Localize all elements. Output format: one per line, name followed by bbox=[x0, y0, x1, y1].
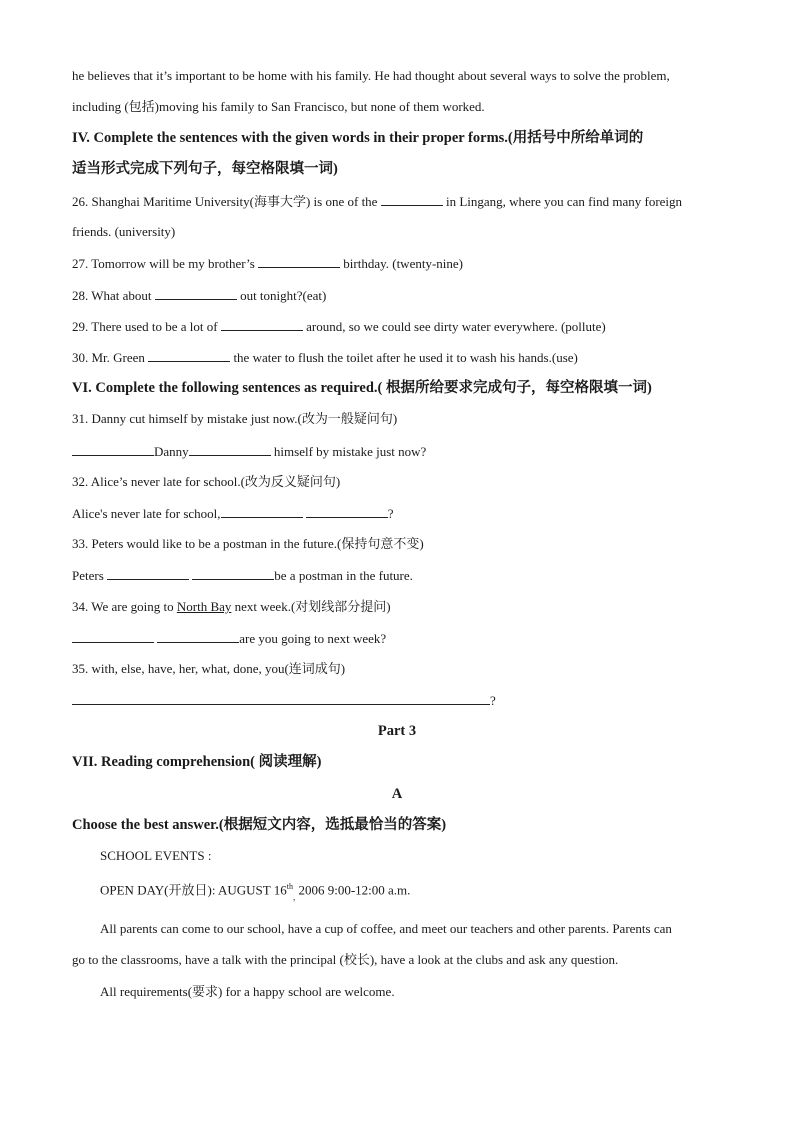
answer-34-end: are you going to next week? bbox=[239, 631, 387, 646]
answer-blank[interactable] bbox=[306, 505, 388, 518]
question-28 bbox=[72, 287, 326, 304]
question-34-underlined: North Bay bbox=[176, 599, 232, 614]
answer-blank[interactable] bbox=[72, 630, 154, 643]
question-26-text: 26. Shanghai Maritime University(海事大学) is one of the bbox=[72, 194, 378, 209]
answer-33-start: Peters bbox=[72, 568, 104, 583]
question-30-text: 30. Mr. Green bbox=[72, 350, 145, 365]
question-28-text-cont: out tonight?(eat) bbox=[240, 288, 327, 303]
question-26-hint: friends. (university) bbox=[72, 224, 176, 239]
question-34-text: 34. We are going to bbox=[72, 599, 174, 614]
answer-blank[interactable] bbox=[381, 193, 443, 206]
paragraph-1-line-1: All parents can come to our school, have a cup of coffee, and meet our teachers and other parents. Parents can bbox=[100, 921, 672, 936]
passage-letter: A bbox=[391, 786, 403, 802]
open-day-text: OPEN DAY(开放日): AUGUST 16 bbox=[100, 882, 287, 898]
question-29-text: 29. There used to be a lot of bbox=[72, 319, 218, 334]
open-day-comma: , bbox=[292, 892, 296, 903]
question-29-text-cont: around, so we could see dirty water everywhere. (pollute) bbox=[306, 319, 606, 334]
answer-blank[interactable] bbox=[221, 505, 303, 518]
answer-blank[interactable] bbox=[258, 255, 340, 268]
answer-33 bbox=[72, 567, 413, 584]
answer-32-start: Alice's never late for school, bbox=[72, 506, 221, 521]
part-3-title: Part 3 bbox=[377, 723, 417, 739]
question-29 bbox=[72, 318, 606, 335]
answer-blank[interactable] bbox=[107, 567, 189, 580]
question-34 bbox=[72, 599, 391, 615]
question-26 bbox=[72, 193, 682, 210]
open-day-line bbox=[100, 879, 411, 903]
open-day-time: 2006 9:00-12:00 a.m. bbox=[298, 882, 411, 898]
question-27-text-cont: birthday. (twenty-nine) bbox=[343, 256, 463, 271]
open-day-sup: th bbox=[286, 882, 293, 891]
section-4-heading: IV. Complete the sentences with the given words in their proper forms.(用括号中所给单词的 bbox=[72, 130, 644, 146]
answer-33-end: be a postman in the future. bbox=[274, 568, 413, 583]
answer-blank[interactable] bbox=[157, 630, 239, 643]
answer-blank[interactable] bbox=[72, 443, 154, 456]
answer-blank[interactable] bbox=[155, 287, 237, 300]
answer-blank[interactable] bbox=[192, 567, 274, 580]
instruction: Choose the best answer.(根据短文内容，选抵最恰当的答案) bbox=[72, 817, 447, 833]
answer-blank[interactable] bbox=[148, 349, 230, 362]
answer-32-end: ? bbox=[387, 506, 394, 521]
question-32: 32. Alice’s never late for school.(改为反义疑问句) bbox=[72, 474, 341, 489]
answer-blank[interactable] bbox=[221, 318, 303, 331]
question-30-text-cont: the water to flush the toilet after he used it to wash his hands.(use) bbox=[233, 350, 578, 365]
question-27-text: 27. Tomorrow will be my brother’s bbox=[72, 256, 255, 271]
paragraph-2: All requirements(要求) for a happy school are welcome. bbox=[100, 984, 395, 999]
section-4-heading-cont: 适当形式完成下列句子，每空格限填一词) bbox=[72, 161, 338, 177]
intro-line-2: including (包括)moving his family to San Francisco, but none of them worked. bbox=[72, 99, 485, 114]
question-34-text-cont: next week.(对划线部分提问) bbox=[234, 599, 391, 614]
question-35: 35. with, else, have, her, what, done, you(连词成句) bbox=[72, 661, 346, 676]
question-27 bbox=[72, 255, 463, 272]
section-7-heading: VII. Reading comprehension( 阅读理解) bbox=[72, 754, 322, 770]
answer-31 bbox=[72, 443, 426, 460]
answer-35-end: ? bbox=[490, 693, 496, 708]
events-title: SCHOOL EVENTS : bbox=[100, 848, 212, 863]
answer-32 bbox=[72, 505, 394, 522]
question-28-text: 28. What about bbox=[72, 288, 152, 303]
answer-31-word: Danny bbox=[154, 444, 189, 459]
question-30 bbox=[72, 349, 578, 366]
answer-34 bbox=[72, 630, 386, 647]
answer-31-end: himself by mistake just now? bbox=[273, 444, 427, 459]
answer-blank[interactable] bbox=[72, 692, 490, 705]
question-26-text-cont: in Lingang, where you can find many foreign bbox=[445, 194, 683, 209]
question-33: 33. Peters would like to be a postman in the future.(保持句意不变) bbox=[72, 536, 424, 551]
section-6-heading: VI. Complete the following sentences as required.( 根据所给要求完成句子，每空格限填一词) bbox=[72, 380, 652, 396]
paragraph-1-line-2: go to the classrooms, have a talk with the principal (校长), have a look at the clubs and ask any question. bbox=[72, 952, 619, 967]
intro-line-1: he believes that it’s important to be home with his family. He had thought about several ways to solve the problem, bbox=[72, 68, 670, 83]
question-31: 31. Danny cut himself by mistake just now.(改为一般疑问句) bbox=[72, 411, 398, 426]
answer-35 bbox=[72, 692, 496, 709]
answer-blank[interactable] bbox=[189, 443, 271, 456]
